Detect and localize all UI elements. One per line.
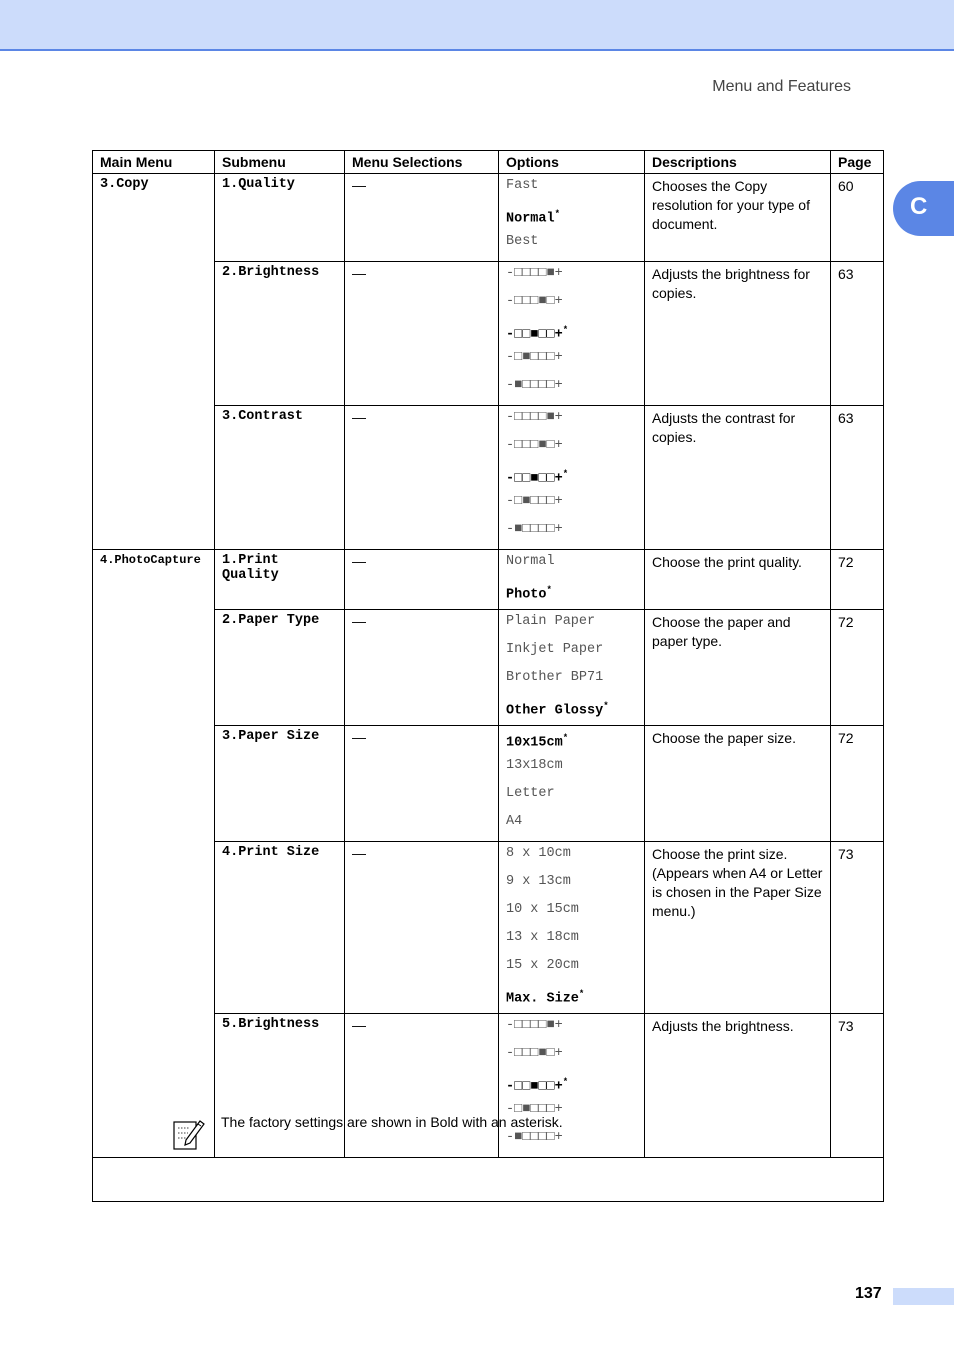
option-label: -□□■□□+ bbox=[506, 1079, 563, 1095]
option-item bbox=[506, 957, 637, 985]
option-item bbox=[506, 813, 637, 841]
options-cell bbox=[499, 262, 645, 406]
page-cell: 73 bbox=[831, 842, 884, 1014]
options-cell bbox=[499, 406, 645, 550]
option-item bbox=[506, 493, 637, 521]
col-header-options: Options bbox=[499, 151, 645, 174]
option-item bbox=[506, 901, 637, 929]
menu-selection-cell: — bbox=[345, 406, 499, 550]
note-cell bbox=[93, 1158, 884, 1202]
option-item bbox=[506, 697, 637, 725]
option-item bbox=[506, 521, 637, 549]
description-cell: Choose the paper size. bbox=[645, 726, 831, 842]
option-item bbox=[506, 349, 637, 377]
description-cell: Choose the print quality. bbox=[645, 550, 831, 610]
option-label: 13x18cm bbox=[506, 758, 563, 773]
default-marker: * bbox=[578, 989, 585, 999]
page-cell: 72 bbox=[831, 726, 884, 842]
description-cell: Adjusts the contrast for copies. bbox=[645, 406, 831, 550]
option-item bbox=[506, 233, 637, 261]
page-cell: 73 bbox=[831, 1014, 884, 1158]
option-item bbox=[506, 293, 637, 321]
menu-selection-cell: — bbox=[345, 1014, 499, 1158]
option-label: A4 bbox=[506, 814, 523, 829]
options-cell bbox=[499, 1014, 645, 1158]
default-marker: * bbox=[562, 325, 569, 335]
options-cell bbox=[499, 842, 645, 1014]
default-marker: * bbox=[554, 209, 561, 219]
description-cell: Chooses the Copy resolution for your type of document. bbox=[645, 174, 831, 262]
option-label: -□■□□□+ bbox=[506, 494, 563, 509]
page-cell: 63 bbox=[831, 406, 884, 550]
option-item bbox=[506, 177, 637, 205]
option-label: -□□■□□+ bbox=[506, 327, 563, 343]
submenu-cell: 4.Print Size bbox=[215, 842, 345, 1014]
option-label: Max. Size bbox=[506, 991, 579, 1007]
option-item bbox=[506, 321, 637, 349]
option-label: 13 x 18cm bbox=[506, 930, 579, 945]
option-item bbox=[506, 205, 637, 233]
option-item bbox=[506, 1129, 637, 1157]
option-item bbox=[506, 729, 637, 757]
options-cell bbox=[499, 610, 645, 726]
submenu-cell: 3.Contrast bbox=[215, 406, 345, 550]
option-item bbox=[506, 437, 637, 465]
table-row bbox=[93, 550, 884, 610]
option-label: Best bbox=[506, 234, 539, 249]
page-cell: 72 bbox=[831, 610, 884, 726]
option-label: -□□□■□+ bbox=[506, 1046, 563, 1061]
option-label: -□■□□□+ bbox=[506, 1102, 563, 1117]
option-label: -□□□□■+ bbox=[506, 410, 563, 425]
page-cell: 72 bbox=[831, 550, 884, 610]
option-label: -□□■□□+ bbox=[506, 471, 563, 487]
col-header-descriptions: Descriptions bbox=[645, 151, 831, 174]
option-label: -□□□□■+ bbox=[506, 1018, 563, 1033]
option-label: -□□□□■+ bbox=[506, 266, 563, 281]
page-cell: 63 bbox=[831, 262, 884, 406]
option-label: Brother BP71 bbox=[506, 670, 604, 685]
default-marker: * bbox=[546, 585, 552, 595]
top-band bbox=[0, 0, 954, 51]
option-label: -□■□□□+ bbox=[506, 350, 563, 365]
page-cell: 60 bbox=[831, 174, 884, 262]
option-label: -■□□□□+ bbox=[506, 522, 563, 537]
option-item bbox=[506, 1073, 637, 1101]
options-cell bbox=[499, 550, 645, 610]
option-label: Other Glossy bbox=[506, 703, 604, 719]
option-label: -■□□□□+ bbox=[506, 378, 563, 393]
default-marker: * bbox=[562, 733, 569, 743]
menu-selection-cell: — bbox=[345, 610, 499, 726]
option-label: Fast bbox=[506, 178, 539, 193]
option-item bbox=[506, 985, 637, 1013]
description-cell: Choose the paper and paper type. bbox=[645, 610, 831, 726]
submenu-cell: 2.Brightness bbox=[215, 262, 345, 406]
option-item bbox=[506, 377, 637, 405]
option-item bbox=[506, 757, 637, 785]
option-label: Normal bbox=[506, 211, 555, 227]
col-header-main-menu: Main Menu bbox=[93, 151, 215, 174]
menu-selection-cell: — bbox=[345, 174, 499, 262]
option-label: -□□□■□+ bbox=[506, 438, 563, 453]
note-text: The factory settings are shown in Bold with an asterisk. bbox=[221, 1114, 563, 1130]
option-label: Plain Paper bbox=[506, 614, 596, 629]
option-label: Letter bbox=[506, 786, 555, 801]
option-item bbox=[506, 873, 637, 901]
description-cell: Choose the print size. (Appears when A4 or Letter is chosen in the Paper Size menu.) bbox=[645, 842, 831, 1014]
option-item bbox=[506, 581, 637, 609]
option-label: Normal bbox=[506, 554, 555, 569]
table-header-row bbox=[93, 151, 884, 174]
main-menu-cell: 3.Copy bbox=[93, 174, 215, 550]
col-header-submenu: Submenu bbox=[215, 151, 345, 174]
option-label: Inkjet Paper bbox=[506, 642, 604, 657]
col-header-menu-selections: Menu Selections bbox=[345, 151, 499, 174]
option-item bbox=[506, 1017, 637, 1045]
note-icon bbox=[170, 1116, 206, 1152]
col-header-page: Page bbox=[831, 151, 884, 174]
default-marker: * bbox=[603, 701, 609, 711]
page-number-bar bbox=[893, 1288, 954, 1305]
menu-table bbox=[92, 150, 884, 1202]
option-item bbox=[506, 669, 637, 697]
default-marker: * bbox=[562, 469, 569, 479]
table-row bbox=[93, 174, 884, 262]
option-item bbox=[506, 785, 637, 813]
main-menu-cell: 4.PhotoCapture bbox=[93, 550, 215, 1158]
option-item bbox=[506, 409, 637, 437]
menu-selection-cell: — bbox=[345, 726, 499, 842]
option-item bbox=[506, 641, 637, 669]
option-label: -■□□□□+ bbox=[506, 1130, 563, 1145]
option-item bbox=[506, 929, 637, 957]
submenu-cell: 5.Brightness bbox=[215, 1014, 345, 1158]
options-cell bbox=[499, 726, 645, 842]
chapter-tab bbox=[893, 181, 954, 236]
menu-selection-cell: — bbox=[345, 262, 499, 406]
submenu-cell: 2.Paper Type bbox=[215, 610, 345, 726]
table-body bbox=[93, 174, 884, 1202]
menu-selection-cell: — bbox=[345, 550, 499, 610]
page-number: 137 bbox=[855, 1285, 882, 1302]
description-cell: Adjusts the brightness for copies. bbox=[645, 262, 831, 406]
option-item bbox=[506, 265, 637, 293]
option-item bbox=[506, 553, 637, 581]
default-marker: * bbox=[562, 1077, 569, 1087]
option-label: -□□□■□+ bbox=[506, 294, 563, 309]
options-cell bbox=[499, 174, 645, 262]
description-cell: Adjusts the brightness. bbox=[645, 1014, 831, 1158]
option-label: 10x15cm bbox=[506, 735, 563, 751]
option-label: Photo bbox=[506, 587, 547, 603]
option-label: 10 x 15cm bbox=[506, 902, 579, 917]
note-row bbox=[93, 1158, 884, 1202]
option-item bbox=[506, 1045, 637, 1073]
option-label: 15 x 20cm bbox=[506, 958, 579, 973]
menu-selection-cell: — bbox=[345, 842, 499, 1014]
section-title: Menu and Features bbox=[712, 78, 851, 95]
option-label: 9 x 13cm bbox=[506, 874, 571, 889]
option-item bbox=[506, 465, 637, 493]
option-item bbox=[506, 845, 637, 873]
submenu-cell: 1.Print Quality bbox=[215, 550, 345, 610]
submenu-cell: 3.Paper Size bbox=[215, 726, 345, 842]
submenu-cell: 1.Quality bbox=[215, 174, 345, 262]
option-item bbox=[506, 613, 637, 641]
option-label: 8 x 10cm bbox=[506, 846, 571, 861]
chapter-tab-letter: C bbox=[910, 193, 928, 220]
